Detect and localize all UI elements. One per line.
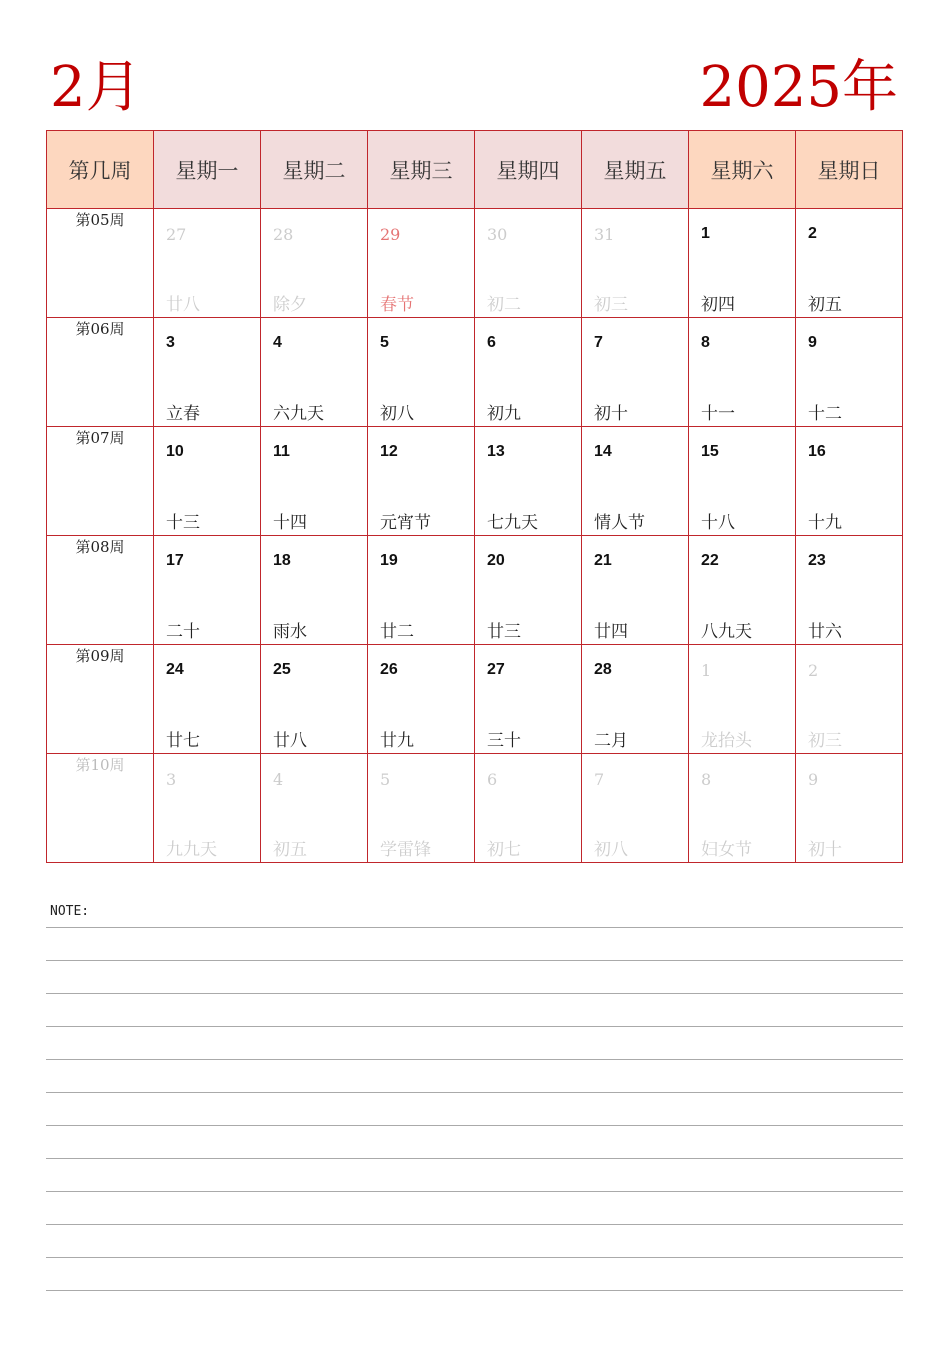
day-number: 27 [166, 225, 187, 244]
day-number: 28 [273, 225, 294, 244]
note-line [46, 927, 903, 928]
day-cell[interactable] [582, 754, 689, 863]
calendar-body [47, 209, 903, 863]
day-cell[interactable] [368, 754, 475, 863]
lunar-date: 初三 [594, 295, 628, 315]
lunar-date: 十一 [701, 404, 735, 424]
day-cell[interactable] [582, 645, 689, 754]
day-number: 7 [594, 334, 603, 351]
lunar-date: 初七 [487, 840, 521, 860]
day-number: 19 [380, 552, 398, 569]
day-number: 9 [808, 770, 819, 789]
day-cell[interactable] [582, 427, 689, 536]
week-number: 第10周 [47, 754, 154, 863]
lunar-date: 十九 [808, 513, 842, 533]
week-number: 第08周 [47, 536, 154, 645]
col-header-sat: 星期六 [689, 131, 796, 209]
lunar-date: 初十 [594, 404, 628, 424]
note-line [46, 1125, 903, 1126]
day-number: 14 [594, 443, 612, 460]
lunar-date: 十二 [808, 404, 842, 424]
note-line [46, 1257, 903, 1258]
day-number: 18 [273, 552, 291, 569]
day-cell[interactable] [796, 754, 903, 863]
day-cell[interactable] [689, 427, 796, 536]
lunar-date: 妇女节 [701, 840, 752, 860]
week-number: 第05周 [47, 209, 154, 318]
day-cell[interactable] [475, 645, 582, 754]
lunar-date: 初二 [487, 295, 521, 315]
note-label: NOTE: [50, 904, 90, 919]
col-header-sun: 星期日 [796, 131, 903, 209]
note-line [46, 993, 903, 994]
lunar-date: 立春 [166, 404, 200, 424]
day-number: 13 [487, 443, 505, 460]
day-cell[interactable] [582, 209, 689, 318]
note-line [46, 1158, 903, 1159]
day-number: 10 [166, 443, 184, 460]
day-number: 29 [380, 225, 401, 244]
lunar-date: 初四 [701, 295, 735, 315]
lunar-date: 廿三 [487, 622, 521, 642]
day-cell[interactable] [475, 754, 582, 863]
day-cell[interactable] [368, 318, 475, 427]
lunar-date: 龙抬头 [701, 731, 752, 751]
calendar-grid [46, 130, 903, 863]
day-cell[interactable] [261, 427, 368, 536]
day-number: 15 [701, 443, 719, 460]
note-line [46, 1191, 903, 1192]
lunar-date: 三十 [487, 731, 521, 751]
col-header-week: 第几周 [47, 131, 154, 209]
day-number: 30 [487, 225, 508, 244]
day-number: 22 [701, 552, 719, 569]
day-cell[interactable] [475, 209, 582, 318]
week-number: 第06周 [47, 318, 154, 427]
lunar-date: 春节 [380, 295, 414, 315]
day-number: 11 [273, 443, 290, 460]
day-cell[interactable] [475, 536, 582, 645]
day-number: 8 [701, 770, 712, 789]
week-row [47, 318, 903, 427]
day-number: 9 [808, 334, 817, 351]
lunar-date: 初五 [808, 295, 842, 315]
lunar-date: 廿八 [273, 731, 307, 751]
lunar-date: 雨水 [273, 622, 307, 642]
note-lines [46, 927, 903, 1323]
day-number: 16 [808, 443, 826, 460]
day-number: 4 [273, 334, 282, 351]
lunar-date: 元宵节 [380, 513, 431, 533]
lunar-date: 二十 [166, 622, 200, 642]
month-title: 2月 [50, 55, 142, 120]
lunar-date: 情人节 [594, 513, 645, 533]
day-number: 5 [380, 334, 389, 351]
lunar-date: 廿二 [380, 622, 414, 642]
lunar-date: 二月 [594, 731, 628, 751]
lunar-date: 十三 [166, 513, 200, 533]
day-cell[interactable] [154, 754, 261, 863]
week-number: 第09周 [47, 645, 154, 754]
lunar-date: 十八 [701, 513, 735, 533]
day-number: 5 [380, 770, 391, 789]
day-number: 21 [594, 552, 612, 569]
col-header-tue: 星期二 [261, 131, 368, 209]
day-number: 24 [166, 661, 184, 678]
week-row [47, 427, 903, 536]
day-cell[interactable] [582, 536, 689, 645]
note-line [46, 960, 903, 961]
weekday-header-row [47, 131, 903, 209]
week-row [47, 209, 903, 318]
lunar-date: 廿八 [166, 295, 200, 315]
lunar-date: 六九天 [273, 404, 324, 424]
day-number: 1 [701, 661, 712, 680]
day-cell[interactable] [368, 536, 475, 645]
day-cell[interactable] [796, 209, 903, 318]
col-header-fri: 星期五 [582, 131, 689, 209]
day-number: 20 [487, 552, 505, 569]
lunar-date: 九九天 [166, 840, 217, 860]
day-cell[interactable] [796, 645, 903, 754]
note-line [46, 1092, 903, 1093]
lunar-date: 初九 [487, 404, 521, 424]
day-cell[interactable] [261, 536, 368, 645]
note-line [46, 1059, 903, 1060]
note-line [46, 1026, 903, 1027]
day-cell[interactable] [689, 645, 796, 754]
lunar-date: 初十 [808, 840, 842, 860]
day-number: 3 [166, 334, 175, 351]
lunar-date: 初八 [380, 404, 414, 424]
day-cell[interactable] [689, 754, 796, 863]
week-row [47, 645, 903, 754]
lunar-date: 十四 [273, 513, 307, 533]
lunar-date: 初五 [273, 840, 307, 860]
col-header-thu: 星期四 [475, 131, 582, 209]
week-row [47, 536, 903, 645]
lunar-date: 初八 [594, 840, 628, 860]
day-number: 23 [808, 552, 826, 569]
day-cell[interactable] [154, 645, 261, 754]
day-number: 7 [594, 770, 605, 789]
lunar-date: 七九天 [487, 513, 538, 533]
note-line [46, 1224, 903, 1225]
day-cell[interactable] [689, 536, 796, 645]
lunar-date: 除夕 [273, 295, 307, 315]
note-line [46, 1290, 903, 1291]
day-cell[interactable] [261, 209, 368, 318]
lunar-date: 廿四 [594, 622, 628, 642]
col-header-mon: 星期一 [154, 131, 261, 209]
day-number: 26 [380, 661, 398, 678]
day-cell[interactable] [689, 318, 796, 427]
day-cell[interactable] [582, 318, 689, 427]
day-cell[interactable] [689, 209, 796, 318]
day-cell[interactable] [154, 318, 261, 427]
day-cell[interactable] [154, 536, 261, 645]
day-number: 6 [487, 770, 498, 789]
lunar-date: 廿六 [808, 622, 842, 642]
day-number: 25 [273, 661, 291, 678]
lunar-date: 初三 [808, 731, 842, 751]
week-row [47, 754, 903, 863]
day-cell[interactable] [154, 209, 261, 318]
day-cell[interactable] [475, 318, 582, 427]
day-number: 2 [808, 225, 817, 242]
day-cell[interactable] [796, 427, 903, 536]
day-cell[interactable] [154, 427, 261, 536]
day-cell[interactable] [796, 318, 903, 427]
day-cell[interactable] [475, 427, 582, 536]
day-number: 8 [701, 334, 710, 351]
lunar-date: 学雷锋 [380, 840, 431, 860]
day-number: 12 [380, 443, 398, 460]
day-cell[interactable] [261, 318, 368, 427]
week-number: 第07周 [47, 427, 154, 536]
lunar-date: 廿七 [166, 731, 200, 751]
day-number: 3 [166, 770, 177, 789]
day-number: 28 [594, 661, 612, 678]
day-number: 1 [701, 225, 710, 242]
day-cell[interactable] [368, 645, 475, 754]
day-cell[interactable] [368, 209, 475, 318]
lunar-date: 八九天 [701, 622, 752, 642]
day-cell[interactable] [368, 427, 475, 536]
day-number: 27 [487, 661, 505, 678]
day-number: 6 [487, 334, 496, 351]
lunar-date: 廿九 [380, 731, 414, 751]
day-number: 31 [594, 225, 615, 244]
day-number: 17 [166, 552, 184, 569]
year-title: 2025年 [699, 55, 898, 120]
day-number: 4 [273, 770, 284, 789]
day-cell[interactable] [261, 645, 368, 754]
col-header-wed: 星期三 [368, 131, 475, 209]
day-cell[interactable] [261, 754, 368, 863]
day-cell[interactable] [796, 536, 903, 645]
day-number: 2 [808, 661, 819, 680]
